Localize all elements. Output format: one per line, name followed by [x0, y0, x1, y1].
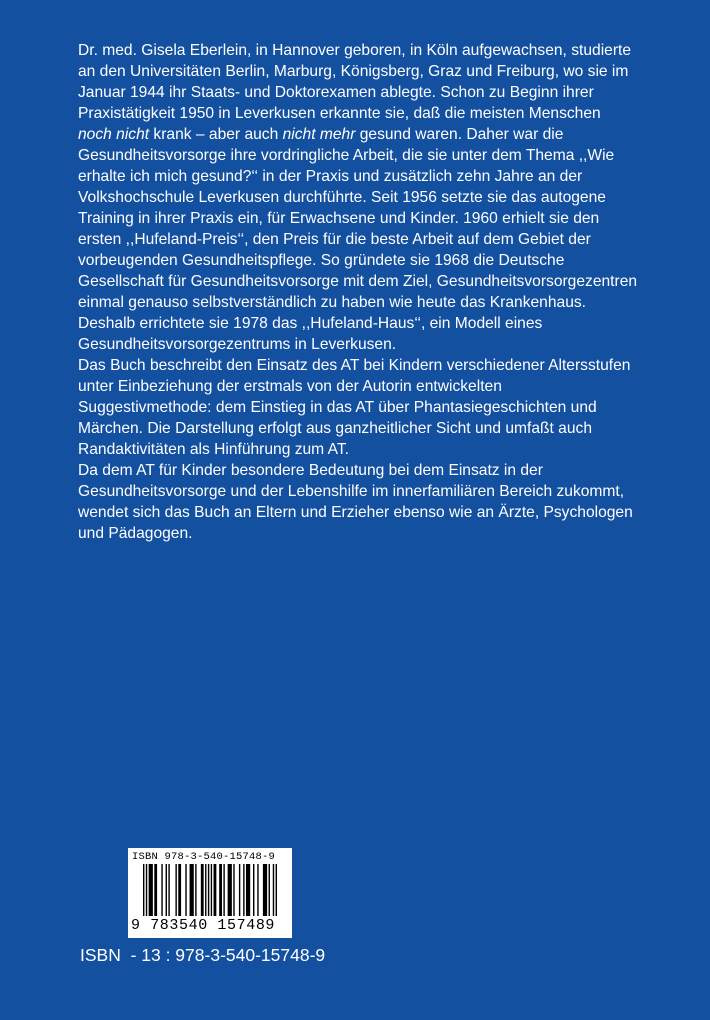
barcode-bars	[143, 864, 277, 916]
isbn-13-line: ISBN - 13 : 978-3-540-15748-9	[80, 945, 326, 965]
barcode-bar	[185, 864, 186, 916]
barcode-bar	[276, 864, 277, 916]
barcode-bar	[190, 864, 194, 916]
barcode-bar	[166, 864, 167, 916]
paragraph-text: Dr. med. Gisela Eberlein, in Hannover geboren, in Köln aufgewachsen, studierte an den Universitäten Berlin, Marburg, Königsberg, Graz und Freiburg, wo sie im Januar 1944 ihr Staats- und Doktorexamen ablegte. Schon zu Beginn ihrer Praxistätigkeit 1950 in Leverkusen erkannte sie, daß die meisten Menschen	[78, 42, 632, 122]
barcode-bar	[201, 864, 204, 916]
barcode-label	[128, 848, 292, 938]
barcode-bar	[146, 864, 147, 916]
barcode-bar	[168, 864, 169, 916]
emphasis-text: noch nicht	[78, 126, 150, 143]
book-description-paragraph	[78, 355, 638, 460]
barcode-bar	[211, 864, 212, 916]
barcode-bar	[239, 864, 240, 916]
barcode-digits: 9 783540 157489	[131, 917, 276, 934]
barcode-bar	[154, 864, 157, 916]
barcode-bar	[195, 864, 196, 916]
barcode-bar	[143, 864, 144, 916]
barcode-bar	[208, 864, 209, 916]
barcode-bar	[228, 864, 232, 916]
barcode-bar	[253, 864, 254, 916]
barcode-bar	[273, 864, 274, 916]
barcode-bar	[233, 864, 234, 916]
author-bio-paragraph	[78, 40, 638, 355]
barcode-bar	[243, 864, 244, 916]
barcode-bar	[161, 864, 162, 916]
barcode-bar	[223, 864, 224, 916]
barcode-bar	[205, 864, 206, 916]
barcode-bar	[246, 864, 250, 916]
audience-paragraph	[78, 460, 638, 544]
barcode-isbn-text: ISBN 978-3-540-15748-9	[132, 851, 276, 863]
barcode-bar	[269, 864, 270, 916]
blurb-text	[78, 40, 638, 544]
barcode-bar	[219, 864, 222, 916]
paragraph-text: Das Buch beschreibt den Einsatz des AT bei Kindern verschiedener Altersstufen unter Einbeziehung der erstmals von der Autorin entwickelten Suggestivmethode: dem Einstieg in das AT über Phantasiegeschichten und Märchen. Die Darstellung erfolgt aus ganzheitlicher Sicht und umfaßt auch Randaktivitäten als Hinführung zum AT.	[78, 357, 631, 458]
paragraph-text: krank – aber auch	[149, 126, 283, 143]
barcode-bar	[178, 864, 181, 916]
paragraph-text: Da dem AT für Kinder besondere Bedeutung bei dem Einsatz in der Gesundheitsvorsorge und der Lebenshilfe im innerfamiliären Bereich zukommt, wendet sich das Buch an Eltern und Erzieher ebenso wie an Ärzte, Psychologen und Pädagogen.	[78, 462, 633, 542]
barcode-bar	[214, 864, 217, 916]
barcode-bar	[257, 864, 258, 916]
barcode-bar	[263, 864, 267, 916]
barcode-bar	[175, 864, 176, 916]
barcode-bar	[149, 864, 153, 916]
paragraph-text: gesund waren. Daher war die Gesundheitsvorsorge ihre vordringliche Arbeit, die sie unter dem Thema ,,Wie erhalte ich mich gesund?‘‘ in der Praxis und zusätzlich zehn Jahre an der Volkshochschule Leverkusen durchführte. Seit 1956 setzte sie das autogene Training in ihrer Praxis ein, für Erwachsene und Kinder. 1960 erhielt sie den ersten ,,Hufeland-Preis‘‘, den Preis für die beste Arbeit auf dem Gebiet der vorbeugenden Gesundheitspflege. So gründete sie 1968 die Deutsche Gesellschaft für Gesundheitsvorsorge mit dem Ziel, Gesundheitsvorsorgezentren einmal genauso selbstverständlich zu haben wie heute das Krankenhaus. Deshalb errichtete sie 1978 das ,,Hufeland-Haus‘‘, ein Modell eines Gesundheitsvorsorgezentrums in Leverkusen.	[78, 126, 638, 353]
emphasis-text: nicht mehr	[282, 126, 356, 143]
